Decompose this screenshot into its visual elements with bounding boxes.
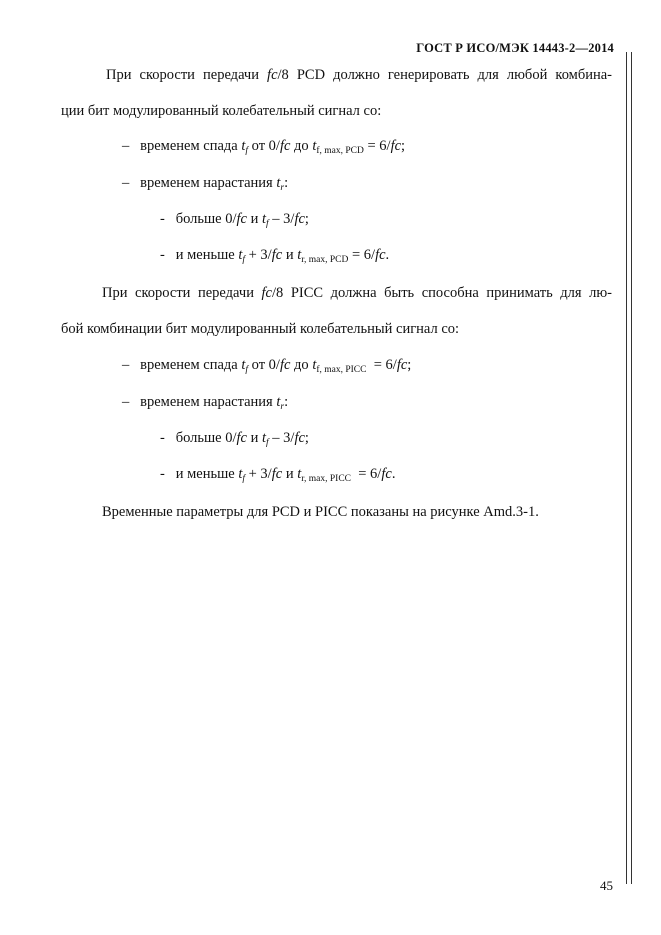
list-item-fall-time-pcd: – временем спада $t_f$ от 0/fc до $t_{f, max, PCD} = 6/fc$; xyxy=(122,138,406,156)
sublist-item-more-picc: - больше 0/fc и $t_f - 3/fc$; xyxy=(160,430,309,448)
paragraph-1-line-2: ции бит модулированный колебательный сигнал со: xyxy=(61,103,382,119)
page-number: 45 xyxy=(600,878,613,893)
paragraph-2-line-1: При скорости передачи fc/8 PICC должна быть способна принимать для лю- xyxy=(102,285,613,301)
sublist-item-less-pcd: - и меньше $t_f + 3/fc$ и $t_{r, max, PCD} = 6/fc$. xyxy=(160,247,390,265)
paragraph-1-line-1: При скорости передачи fc/8 PCD должно генерировать для любой комбина- xyxy=(106,67,613,83)
list-item-rise-time-pcd: – временем нарастания $t_r$: xyxy=(122,175,289,193)
margin-rule xyxy=(631,52,632,884)
list-item-rise-time-picc: – временем нарастания $t_r$: xyxy=(122,394,289,412)
paragraph-3: Временные параметры для PCD и PICC показаны на рисунке Amd.3-1. xyxy=(102,504,539,520)
paragraph-2-line-2: бой комбинации бит модулированный колебательный сигнал со: xyxy=(61,321,460,337)
list-item-fall-time-picc: – временем спада $t_f$ от 0/fc до $t_{f, max, PICC} = 6/fc$; xyxy=(122,357,412,375)
document-header: ГОСТ Р ИСО/МЭК 14443-2—2014 xyxy=(416,41,614,55)
sublist-item-more-pcd: - больше 0/fc и $t_f - 3/fc$; xyxy=(160,211,309,229)
margin-rule xyxy=(626,52,627,884)
sublist-item-less-picc: - и меньше $t_f + 3/fc$ и $t_{r, max, PICC} = 6/fc$. xyxy=(160,466,396,484)
